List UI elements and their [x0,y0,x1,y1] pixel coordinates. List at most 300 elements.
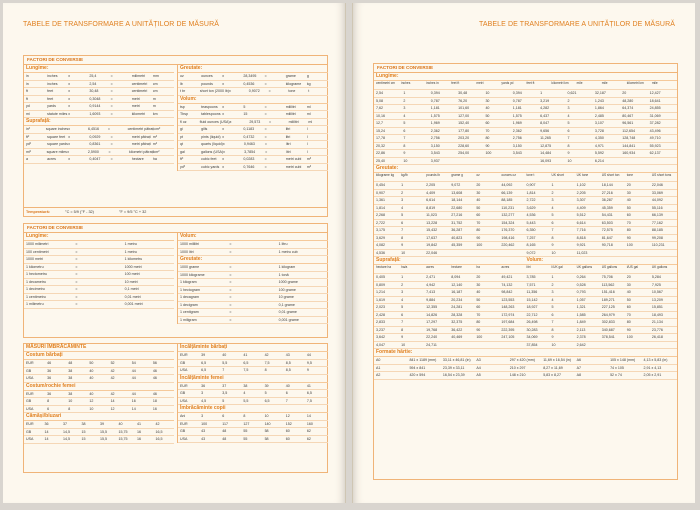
table-cell [501,342,526,349]
table-cell: 3,937 [430,158,440,163]
table-cell: 14 [44,429,49,434]
table-cell: 12,140 [451,282,463,287]
table-cell: 60 [285,436,290,441]
table-cell: 203,20 [458,136,470,140]
table-cell: 2,722 [376,220,385,225]
table-cell: metri cubi [285,164,302,169]
table-cell: 841 x 1189 (mm) [409,358,437,362]
table-cell: 210 x 297 [509,365,526,370]
table-cell: = [264,104,267,109]
table-cell: 1 [401,183,404,187]
table-cell: 46 [152,391,157,396]
table-cell: = [110,81,113,86]
table-row [178,294,328,302]
table-cell: 37 [222,383,227,388]
table-cell: 58 [264,429,269,433]
table-cell: 1 kilogram [278,265,296,269]
table-cell: 18 [152,399,157,403]
table-cell: 8 [68,406,71,411]
table-cell: 127 [243,421,250,426]
table-cell: = [229,249,232,254]
table-cell: 40 [222,353,227,357]
table-row [374,242,677,250]
table-cell: = [229,295,232,299]
table-cell: mi [26,111,30,116]
table-cell: 55 [243,436,248,441]
table-cell: t br [180,89,186,93]
table-row [24,81,174,89]
table-cell: ft [26,96,28,101]
table-row [374,235,677,243]
column-header: tone [626,173,633,177]
table-cell: 227,125 [601,305,615,309]
table-cell: 1 milimetru [26,302,44,306]
table-cell: ml [306,112,311,116]
table-cell: 128,748 [622,136,636,140]
table-row [178,302,328,310]
table-row [178,272,328,280]
table-cell: = [110,74,113,78]
table-cell: centimetri [131,89,148,93]
table-cell: 16,093 [540,158,552,163]
table-cell: 152,40 [458,121,470,125]
table-cell: 2,833 [376,320,385,324]
table-cell: 38 [243,383,248,388]
table-row [178,241,328,249]
table-cell: 24,711 [426,342,437,347]
page-title: TABELE DE TRANSFORMARE A UNITĂȚILOR DE MĂSURĂ [479,21,675,28]
table-cell: 9,656 [540,128,550,133]
table-cell: 80 [476,320,481,324]
table-cell: 3,642 [376,335,385,339]
table-cell: 14 [306,414,311,418]
table-cell: 16 [137,429,141,434]
table-cell: 1000 milimetri [26,242,49,246]
table-cell [627,342,652,349]
table-cell: 197,684 [501,320,515,324]
table-cell: 3,150 [512,143,522,148]
table-cell: 8,5 [285,368,291,372]
table-cell [627,250,652,257]
table-cell: USA [26,437,34,441]
table-cell: = [108,149,111,154]
table-cell: 40 [89,368,94,373]
table-cell: x [228,89,231,93]
table-row [178,88,328,96]
table-row [374,135,677,143]
table-cell: 160,934 [622,151,636,155]
table-cell: 1000 litri [180,249,194,254]
table-cell: 54,431 [601,213,613,217]
table-cell: 2,642 [576,342,586,347]
table-cell: 44 [306,353,311,357]
table-cell: 27,216 [451,213,463,217]
table-cell: 5,512 [576,213,586,217]
column-header: pounds lb [426,173,440,177]
table-cell: = [75,294,78,299]
table-cell: 11,023 [576,250,588,255]
table-cell: 1 decagram [180,295,199,299]
table-cell: 1,969 [430,121,440,125]
table-cell: 2,362 [430,128,440,133]
area-section-label: Suprafață: [376,257,401,263]
table-header-row [374,173,677,182]
box3-col2 [177,344,328,443]
table-cell: 176,370 [501,228,515,232]
table-cell: 0,454 [376,183,385,187]
table-cell: 1,214 [376,290,385,294]
table-cell: = [229,310,232,314]
column-header: yards yd [501,81,514,85]
table-cell: 594 x 841 [409,365,426,370]
table-cell: = [264,134,267,139]
table-cell: 10 grame [278,295,294,299]
column-header: centimetri cm [376,81,395,85]
table-cell: 8 [551,327,554,332]
table-cell: 1,243 [594,98,604,103]
table-cell: 6,4516 [88,127,99,131]
table-cell: 2,54 [376,91,383,95]
table-cell: 14 [131,406,136,411]
table-cell: 40 [285,383,290,388]
table-cell: 1 centimetru [26,294,46,299]
table-cell: 1 [540,91,543,95]
table-cell [501,250,526,257]
table-cell: = [75,272,78,276]
table-cell: 5 [403,121,406,125]
table-cell: 7,5 [306,398,312,403]
table-cell: 15,24 [376,128,385,133]
table-cell: = [75,257,78,261]
table-cell: GB [26,429,32,434]
right-page [352,3,695,503]
table-cell: x [222,127,225,131]
table-cell: 100 centimetri [26,249,49,254]
table-cell: 15,5 [100,429,107,434]
table-cell: 0,8361 [89,142,101,146]
table-row [24,286,174,294]
table-cell: 4,350 [594,136,604,140]
table-cell: kilometri pătrați [129,149,154,154]
table-cell: 17,637 [426,235,438,240]
table-cell: 1 tonă [278,272,289,277]
table-cell: 4 [403,113,406,118]
table-cell: 2,428 [376,312,385,317]
table-cell: 1,575 [512,113,522,118]
table-row [178,398,328,406]
table-cell: 1 litru [278,242,288,246]
table-cell: 15,142 [526,297,538,302]
table-cell: 80 [626,228,631,232]
table-row [374,250,677,258]
table-cell: = [264,164,267,169]
table-row [178,287,328,295]
table-cell: 110,231 [651,243,665,247]
table-cell: 9 [306,368,309,372]
table-cell: cm² [154,127,161,131]
table-cell: 0,907 [526,183,536,187]
column-header: ha/a [401,265,408,269]
length-section-label: Lungime: [374,73,677,81]
table-cell: 13,608 [451,190,463,195]
table-cell: 37,282 [649,121,661,125]
area-volume-section [374,257,677,265]
table-cell: 4 [567,113,570,118]
table-cell: 44 [131,391,136,396]
table-cell: 144,841 [622,143,636,148]
table-cell: metri [131,96,140,101]
table-cell: 0,9144 [89,104,101,108]
table-row [24,429,174,437]
table-cell: 14,484 [540,151,552,155]
table-cell: 70 [626,312,631,317]
table-cell: 55,116 [651,205,663,210]
table-cell: 100 [626,335,633,339]
conversion-tables-box [373,63,678,480]
table-cell: 0,1 metri [124,287,139,291]
column-header: kilograme kg [376,173,395,177]
table-cell: 15 [81,437,86,441]
table-cell: 7,925 [651,282,661,287]
table-cell: 5,83 x 8,27 [543,373,561,377]
table-cell: 62 [306,436,311,441]
table-cell: 1 [401,275,404,279]
table-cell: 100 metri [124,272,140,276]
table-cell: 0,394 [430,91,440,95]
column-header: hectare [451,265,462,269]
table-cell [602,342,627,349]
table-cell: 48 [68,361,73,365]
table-cell: m² [152,142,158,146]
table-cell: = [229,265,232,269]
table-cell: 18,144 [601,183,613,187]
table-row [24,96,174,104]
table-cell [476,342,501,349]
table-cell: = [268,89,271,93]
table-cell: 6,614 [426,198,436,202]
table-cell: metri [131,104,140,108]
table-cell: 100 [485,151,492,155]
table-cell: 222,395 [501,327,515,332]
table-cell: 2,5900 [87,149,99,154]
table-cell [485,158,512,165]
table-row [178,264,328,272]
table-cell: 1000 grame [180,265,200,269]
table-cell: 3,629 [376,235,385,240]
table-cell: A0 [376,358,381,362]
table-cell: 11,023 [426,213,437,217]
table-cell: 55 [243,429,248,433]
table-cell: 0,4047 [89,157,101,161]
column-header: ha [476,265,480,269]
table-row [374,205,677,213]
box1-col1 [24,65,174,164]
table-cell: 148 x 210 [509,373,526,377]
table-cell: A4 [476,365,481,370]
table-cell: 30,283 [526,327,538,332]
table-cell: 20,32 [376,143,385,148]
conversion-box-metric [23,223,328,338]
table-cell: 5 [243,104,246,109]
table-cell: x [222,74,225,78]
table-cell: = [268,119,272,124]
table-cell: 4,047 [376,342,385,347]
table-cell: 88,185 [651,228,663,232]
table-cell: 1,575 [430,113,440,118]
column-header: ounces oz [501,173,516,177]
table-cell: Tbsp [180,112,188,116]
table-cell: 127,00 [458,113,470,118]
table-cell: = [229,280,232,284]
table-cell: 2 [401,282,404,287]
table-cell: 2 [551,282,554,287]
table-cell: kilograme [285,81,302,86]
table-header-row [374,81,677,90]
table-cell: 132,277 [501,213,515,217]
table-cell: 30,48 [458,91,468,95]
table-cell: metri cubi [285,157,302,161]
table-row [178,249,328,257]
table-cell: 1 decigram [180,302,198,307]
table-cell: 80 [626,320,631,324]
table-cell: 90 [485,143,490,148]
weight-table [374,173,677,257]
table-row [24,241,174,249]
table-cell: = [75,242,78,246]
table-cell: 54 [131,361,136,365]
table-cell: 9 [551,335,554,339]
table-cell: = [75,279,78,284]
table-cell: 72,575 [601,228,613,232]
table-row [178,141,328,149]
table-cell [451,342,476,349]
table-cell: 112,654 [622,128,635,133]
table-row [178,149,328,157]
table-cell: 4 [401,297,404,302]
table-cell: 15 [243,112,248,116]
table-cell: 5,08 [376,98,383,103]
table-cell: 36 [47,376,52,380]
table-cell: in [26,81,29,86]
table-cell: 52 x 74 [610,373,622,377]
table-cell: 140 [264,421,271,426]
table-cell: 43,496 [649,128,661,133]
conversion-box-imperial [23,55,328,217]
table-cell: 22,046 [426,250,438,255]
table-cell: gi [180,127,183,131]
section-label: Lungime: [24,233,174,241]
table-row [178,383,328,391]
table-cell: g [306,74,309,78]
table-cell: 2,756 [430,136,440,140]
table-cell: 9 [403,151,406,155]
table-cell: 50 [476,297,481,302]
table-cell [513,158,540,165]
table-cell: 6,5 [201,360,207,365]
table-cell: 3,307 [576,198,586,202]
table-cell: 0,787 [512,98,522,103]
table-cell: 17,78 [376,136,385,140]
table-cell: feet [47,89,54,93]
column-header: UK gallons [651,265,668,269]
table-cell: 8,047 [540,121,550,125]
table-cell: = [229,287,232,292]
table-cell: 49,710 [649,136,661,140]
table-cell: 9,884 [426,297,436,302]
table-row [24,360,174,368]
temp-c-formula: °C = 5/9 (°F - 32) [65,210,94,214]
column-header: US short ton [601,173,620,177]
table-cell: 1,181 [512,106,522,110]
table-cell: 151,416 [601,290,615,294]
column-header: l/UK gal [551,265,563,269]
table-cell: EUR [180,383,188,388]
table-cell: 8 [551,235,554,240]
table-row [178,164,328,172]
table-cell: x [223,149,225,154]
table-cell: 62 [306,429,311,433]
table-cell: EUR [26,361,34,365]
table-row [24,126,174,134]
table-cell: 48 [222,429,227,433]
table-cell: 15,432 [426,228,438,232]
table-cell: short ton (2000 lb) [199,89,229,93]
table-cell: 7 [403,136,406,140]
table-cell: 40,823 [451,235,463,240]
table-cell: 1,321 [576,305,586,309]
temp-f-formula: °F = 9/5 °C + 32 [119,210,147,214]
table-cell: 6 [551,312,554,317]
table-cell: 2,91 x 4,13 [643,365,662,370]
table-cell: 6 [47,406,50,411]
table-cell: 19,842 [426,243,438,247]
table-cell: 60 [476,305,481,309]
table-cell: 2,023 [376,305,385,309]
table-cell: 101,60 [458,106,470,110]
table-cell: grame [285,74,296,78]
table-cell: 16,5 [155,429,163,434]
table-cell: 8,27 x 11,69 [543,365,563,370]
table-cell: GB [180,360,186,365]
table-row [24,279,174,287]
table-cell: 6,5 [243,360,249,365]
table-cell: 32,375 [451,320,463,324]
table-cell: 4,5 [201,398,207,403]
table-cell: ml [308,119,313,124]
table-cell: 6 [285,391,288,395]
table-cell: 31,752 [451,220,463,225]
table-cell: 177,80 [458,128,470,133]
table-cell: 38 [68,368,73,373]
table-cell: USA [180,368,188,372]
table-cell: 43 [201,436,206,441]
column-header: feet ft [451,81,460,85]
table-cell: x [222,112,225,116]
table-cell: 39 [201,353,206,357]
box-header: FACTORI DE CONVERSIE [24,56,327,65]
table-cell: 40 [89,391,94,396]
table-row [24,149,174,157]
table-cell: km² [153,149,160,154]
table-cell: 60 [626,305,631,309]
table-cell: 6 [222,414,225,418]
table-cell: 8 [47,399,50,403]
table-cell: 12,875 [540,143,552,148]
table-cell: square inches [45,127,69,131]
section-label: Greutate: [178,256,328,264]
table-cell: 3,543 [512,151,522,155]
table-cell: 1,102 [576,183,586,187]
